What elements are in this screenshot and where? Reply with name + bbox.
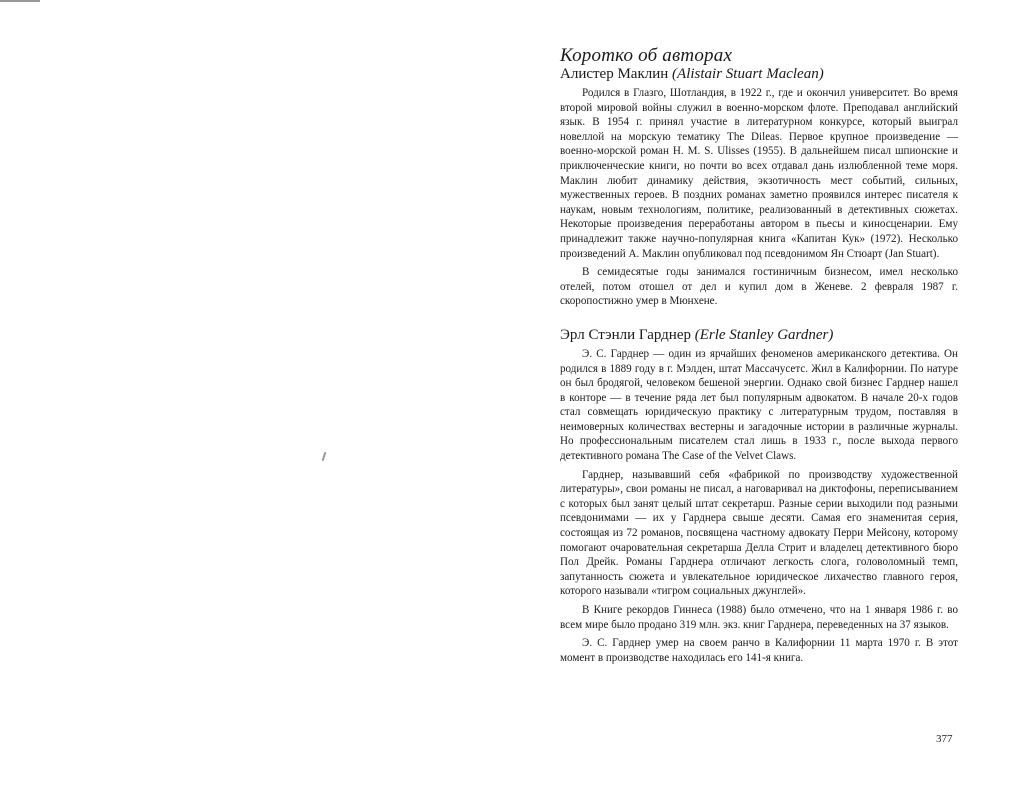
- paragraph: В семидесятые годы занимался гостиничным бизнесом, имел несколько отелей, потом отошел от дел и купил дом в Женеве. 2 февраля 1987 г. скоропостижно умер в Мюнхене.: [560, 266, 958, 308]
- author-name: Эрл Стэнли Гарднер: [560, 326, 691, 343]
- paragraph: Родился в Глазго, Шотландия, в 1922 г., где и окончил университет. Во время второй мировой войны служил в военно-морском флоте. Преподавал английский язык. В 1954 г. принял участие в литературном конкурсе, который выиграл новеллой на морскую тематику The Dileas. Первое крупное произведение — военно-морской роман H. M. S. Ulisses (1955). В дальнейшем писал шпионские и приключенческие книги, но почти во всех отдавал дань излюбленной теме моря. Маклин любит динамику действия, экзотичность мест событий, сильных, мужественных героев. В поздних романах заметно проявился интерес писателя к наукам, новым технологиям, политике, реализованный в детективных сюжетах. Некоторые произведения переработаны автором в пьесы и киносценарии. Ему принадлежит также научно-популярная книга «Капитан Кук» (1972). Несколько произведений А. Маклин опубликовал под псевдонимом Ян Стюарт (Jan Stuart).: [560, 87, 958, 260]
- paragraph: Э. С. Гарднер — один из ярчайших феноменов американского детектива. Он родился в 1889 году в г. Мэлден, штат Массачусетс. Жил в Калифорнии. По натуре он был бродягой, человеком бешеной энергии. Однако свой бизнес Гарднер нашел в конторе — в течение ряда лет был популярным адвокатом. В начале 20-х годов стал совмещать юридическую практику с литературным трудом, поставляя в неимоверных количествах вестерны и загадочные истории в различные журналы. Но профессиональным писателем стал лишь в 1933 г., после выхода первого детективного романа The Case of the Velvet Claws.: [560, 347, 958, 463]
- author-title: [560, 327, 958, 343]
- author-name: Алистер Маклин: [560, 66, 669, 82]
- right-page: [560, 46, 958, 669]
- author-section-maclean: [560, 66, 958, 309]
- page-number: 377: [936, 733, 953, 745]
- author-section-gardner: [560, 327, 958, 665]
- scan-edge-mark: [0, 0, 40, 2]
- section-heading: Коротко об авторах: [560, 45, 733, 66]
- scan-speck: [322, 452, 327, 461]
- paragraph: Э. С. Гарднер умер на своем ранчо в Калифорнии 11 марта 1970 г. В этот момент в производстве находилась его 141-я книга.: [560, 637, 958, 664]
- paragraph: В Книге рекордов Гиннеса (1988) было отмечено, что на 1 января 1986 г. во всем мире было продано 319 млн. экз. книг Гарднера, переведенных на 37 языков.: [560, 604, 958, 631]
- author-title: [560, 66, 958, 82]
- author-latin-name: (Alistair Stuart Maclean): [672, 66, 824, 82]
- author-latin-name: (Erle Stanley Gardner): [694, 326, 834, 343]
- paragraph: Гарднер, называвший себя «фабрикой по производству художественной литературы», свои романы не писал, а наговаривал на диктофоны, переписыванием с которых был занят целый штат секретарш. Разные серии выходили под разными псевдонимами — их у Гарднера свыше десяти. Самая его знаменитая серия, состоящая из 72 романов, посвящена частному адвокату Перри Мейсону, которому помогают очаровательная секретарша Делла Стрит и владелец детективного бюро Пол Дрейк. Романы Гарднера отличают легкость слога, головоломный темп, запутанность сюжета и увлекательное юридическое лихачество главного героя, которого называли «тигром социальных джунглей».: [560, 468, 958, 598]
